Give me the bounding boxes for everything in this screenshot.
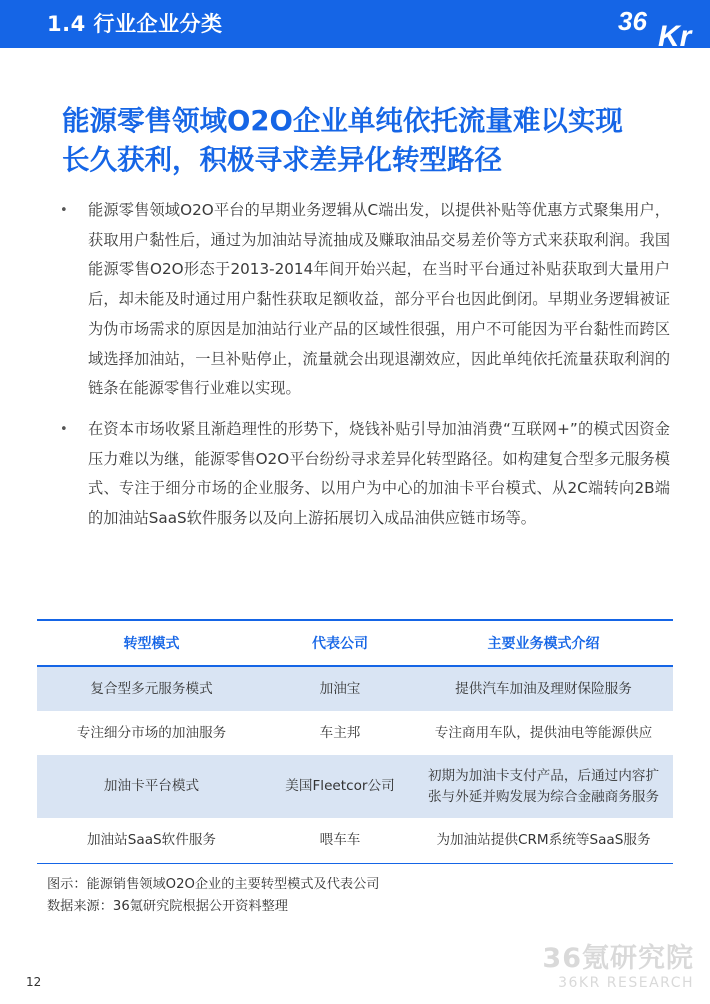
table-row xyxy=(37,755,673,818)
page-headline xyxy=(62,102,682,180)
table-cell: 加油站SaaS软件服务 xyxy=(86,832,217,848)
bullet-text: 能源零售领域O2O平台的早期业务逻辑从C端出发，以提供补贴等优惠方式聚集用户，获取用户黏性后，通过为加油站导流抽成及赚取油品交易差价等方式来获取利润。我国能源零售O2O形态于2013-2014年间开始兴起，在当时平台通过补贴获取到大量用户后，却未能及时通过用户黏性获取足额收益，部分平台也因此倒闭。早期业务逻辑被证为伪市场需求的原因是加油站行业产品的区域性很强，用户不可能因为平台黏性而跨区域选择加油站，一旦补贴停止，流量就会出现退潮效应，因此单纯依托流量获取利润的链条在能源零售行业难以实现。 xyxy=(88,201,670,398)
watermark-line-2: 36KR RESEARCH xyxy=(558,975,694,991)
table-cell: 提供汽车加油及理财保险服务 xyxy=(455,680,632,697)
figure-caption xyxy=(47,874,379,918)
36kr-logo xyxy=(612,0,702,48)
headline-line-2: 长久获利，积极寻求差异化转型路径 xyxy=(62,144,502,176)
table-cell: 车主邦 xyxy=(319,724,361,741)
bullet-item xyxy=(60,415,670,534)
table-cell: 为加油站提供CRM系统等SaaS服务 xyxy=(436,832,651,848)
table-row xyxy=(37,711,673,755)
table-cell: 加油宝 xyxy=(319,680,361,697)
column-header: 转型模式 xyxy=(123,636,180,652)
headline-line-1: 能源零售领域O2O企业单纯依托流量难以实现 xyxy=(62,105,623,137)
table-row xyxy=(37,666,673,711)
table-cell: 喂车车 xyxy=(319,832,361,848)
bullet-list xyxy=(60,196,670,545)
figure-caption-text: 图示：能源销售领域O2O企业的主要转型模式及代表公司 xyxy=(47,877,380,892)
table-header-row xyxy=(37,620,673,666)
svg-text:36: 36 xyxy=(618,6,647,36)
column-header: 主要业务模式介绍 xyxy=(487,636,600,652)
svg-text:Kr: Kr xyxy=(658,20,692,48)
watermark-line-1: 36氪研究院 xyxy=(542,943,694,974)
page-number: 12 xyxy=(26,975,42,989)
table-cell: 加油卡平台模式 xyxy=(103,778,200,794)
bullet-text: 在资本市场收紧且渐趋理性的形势下，烧钱补贴引导加油消费“互联网+”的模式因资金压力难以为继，能源零售O2O平台纷纷寻求差异化转型路径。如构建复合型多元服务模式、专注于细分市场的企业服务、以用户为中心的加油卡平台模式、从2C端转向2B端的加油站SaaS软件服务以及向上游拓展切入成品油供应链市场等。 xyxy=(88,419,670,528)
bullet-dot-icon: • xyxy=(60,421,68,437)
table-row xyxy=(37,818,673,864)
table-cell: 专注细分市场的加油服务 xyxy=(76,724,227,741)
table-cell: 初期为加油卡支付产品，后通过内容扩张与外延并购发展为综合金融商务服务 xyxy=(427,767,660,805)
section-title: 1.4 行业企业分类 xyxy=(47,12,223,36)
bullet-dot-icon: • xyxy=(60,203,68,218)
watermark-logo xyxy=(542,944,694,992)
column-header: 代表公司 xyxy=(312,636,368,652)
data-source-text: 数据来源：36氪研究院根据公开资料整理 xyxy=(47,899,288,914)
transformation-table xyxy=(37,619,673,864)
section-header-bar xyxy=(0,0,710,48)
table-cell: 复合型多元服务模式 xyxy=(90,680,213,697)
bullet-item xyxy=(60,196,670,404)
table-cell: 美国Fleetcor公司 xyxy=(285,778,395,794)
table-cell: 专注商用车队，提供油电等能源供应 xyxy=(434,724,653,741)
